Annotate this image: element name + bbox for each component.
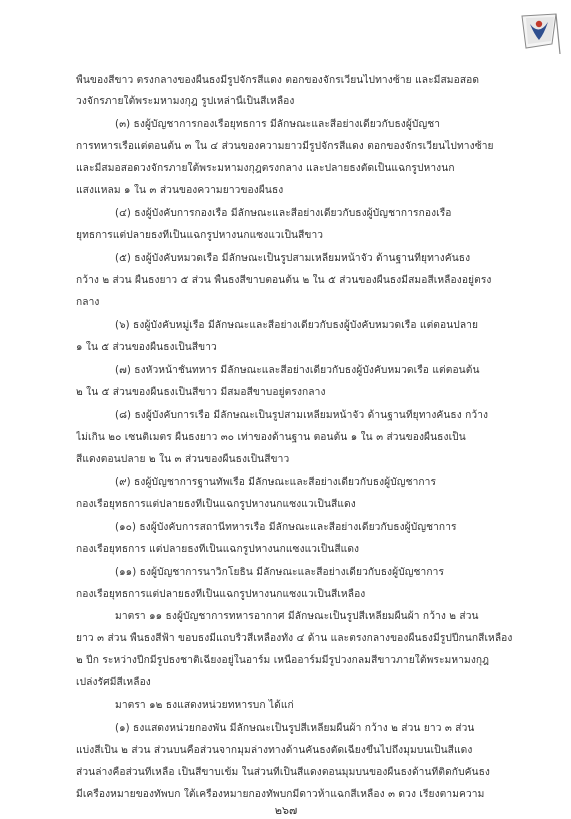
text-line-4: การทหารเรือแต่ตอนต้น ๓ ใน ๔ ส่วนของความยาวมีรูปจักรสีแดง ตอกของจักรเวียนไปทางซ้าย	[76, 141, 494, 152]
text-line-11: กลาง	[76, 297, 100, 308]
text-line-20: กองเรือยุทธการแต่ปลายธงที่เป็นแฉกรูปหางนกแซงแวเป็นสีแดง	[76, 499, 356, 510]
text-line-9: (๕) ธงผู้บังคับหมวดเรือ มีลักษณะเป็นรูปสามเหลี่ยมหน้าจั่ว ด้านฐานที่ยุทางคันธง	[115, 253, 471, 264]
text-line-24: กองเรือยุทธการแต่ปลายธงที่เป็นแฉกรูปหางนกแซงแวเป็นสีเหลือง	[76, 589, 366, 600]
text-line-3: (๓) ธงผู้บัญชาการกองเรือยุทธการ มีลักษณะและสีอย่างเดียวกับธงผู้บัญชา	[115, 119, 441, 130]
text-line-18: สีแดงตอนปลาย ๒ ใน ๓ ส่วนของผืนธงเป็นสีขาว	[76, 454, 290, 465]
text-line-32: ส่วนล่างคือส่วนที่เหลือ เป็นสีขาบเข้ม ในส่วนที่เป็นสีแดงตอนมุมบนของผืนธงด้านที่ติดกับคันธง	[76, 767, 491, 778]
page-number: ๒๖๗	[274, 804, 298, 817]
text-line-27: ๒ ปีก ระหว่างปีกมีรูปธงชาติเฉียงอยู่ในอาร์ม เหนืออาร์มมีรูปวงกลมสีขาวภายใต้พระมหามงกุฎ	[76, 655, 490, 666]
text-line-28: เปล่งรัศมีสีเหลือง	[76, 677, 151, 688]
garuda-emblem-icon	[516, 10, 562, 58]
text-line-25: มาตรา ๑๑ ธงผู้บัญชาการทหารอากาศ มีลักษณะเป็นรูปสี่เหลี่ยมผืนผ้า กว้าง ๒ ส่วน	[115, 611, 479, 622]
text-line-17: ไม่เกิน ๒๐ เซนติเมตร ผืนธงยาว ๓๐ เท่าของด้านฐาน ตอนต้น ๑ ใน ๓ ส่วนของผืนธงเป็น	[76, 432, 466, 443]
text-line-7: (๔) ธงผู้บังคับการกองเรือ มีลักษณะและสีอย่างเดียวกับธงผู้บัญชาการกองเรือ	[115, 208, 452, 219]
text-line-33: มีเครื่องหมายของทัพบก ใต้เครื่องหมายกองทัพบกมีดาวห้าแฉกสีเหลือง ๓ ดวง เรียงตามความ	[76, 789, 485, 800]
text-line-30: (๑) ธงแสดงหน่วยกองพัน มีลักษณะเป็นรูปสี่เหลี่ยมผืนผ้า กว้าง ๒ ส่วน ยาว ๓ ส่วน	[115, 723, 475, 734]
text-line-19: (๙) ธงผู้บัญชาการฐานทัพเรือ มีลักษณะและสีอย่างเดียวกับธงผู้บัญชาการ	[115, 477, 437, 488]
text-line-1: พื้นของสีขาว ตรงกลางของผืนธงมีรูปจักรสีแดง ตอกของจักรเวียนไปทางซ้าย และมีสมอสอด	[76, 75, 480, 86]
text-line-12: (๖) ธงผู้บังคับหมู่เรือ มีลักษณะและสีอย่างเดียวกับธงผู้บังคับหมวดเรือ แต่ตอนปลาย	[115, 320, 479, 331]
text-line-22: กองเรือยุทธการ แต่ปลายธงที่เป็นแฉกรูปหางนกแซงแวเป็นสีแดง	[76, 544, 360, 555]
text-line-5: และมีสมอสอดวงจักรภายใต้พระมหามงกุฎตรงกลาง และปลายธงตัดเป็นแฉกรูปหางนก	[76, 163, 455, 174]
text-line-21: (๑๐) ธงผู้บังคับการสถานีทหารเรือ มีลักษณะและสีอย่างเดียวกับธงผู้บัญชาการ	[115, 522, 457, 533]
text-line-29: มาตรา ๑๒ ธงแสดงหน่วยทหารบก ได้แก่	[115, 700, 294, 711]
text-line-14: (๗) ธงหัวหน้าชั้นทหาร มีลักษณะและสีอย่างเดียวกับธงผู้บังคับหมวดเรือ แต่ตอนต้น	[115, 365, 480, 376]
text-line-31: แบ่งสีเป็น ๒ ส่วน ส่วนบนคือส่วนจากมุมล่างทางด้านคันธงตัดเฉียงขึ้นไปถึงมุมบนเป็นสีแดง	[76, 745, 473, 756]
text-line-8: ยุทธการแต่ปลายธงที่เป็นแฉกรูปหางนกแซงแวเป็นสีขาว	[76, 230, 324, 241]
text-line-2: วงจักรภายใต้พระมหามงกุฎ รูปเหล่านี้เป็นสีเหลือง	[76, 96, 295, 107]
text-line-16: (๘) ธงผู้บังคับการเรือ มีลักษณะเป็นรูปสามเหลี่ยมหน้าจั่ว ด้านฐานที่ยุทางคันธง กว้าง	[115, 410, 489, 421]
text-line-13: ๑ ใน ๕ ส่วนของผืนธงเป็นสีขาว	[76, 342, 217, 353]
text-line-6: แสงแหลม ๑ ใน ๓ ส่วนของความยาวของผืนธง	[76, 185, 284, 196]
text-line-26: ยาว ๓ ส่วน พื้นธงสีฟ้า ขอบธงมีแถบริ้วสีเหลืองทั้ง ๔ ด้าน และตรงกลางของผืนธงมีรูปปีกนกสีเหลือง	[76, 633, 513, 644]
text-line-10: กว้าง ๒ ส่วน ผืนธงยาว ๕ ส่วน พื้นธงสีขาบตอนต้น ๒ ใน ๕ ส่วนของผืนธงมีสมอสีเหลืองอยู่ตรง	[76, 275, 492, 286]
text-line-15: ๒ ใน ๕ ส่วนของผืนธงเป็นสีขาว มีสมอสีขาบอยู่ตรงกลาง	[76, 387, 326, 398]
text-line-23: (๑๑) ธงผู้บัญชาการนาวิกโยธิน มีลักษณะและสีอย่างเดียวกับธงผู้บัญชาการ	[115, 567, 445, 578]
